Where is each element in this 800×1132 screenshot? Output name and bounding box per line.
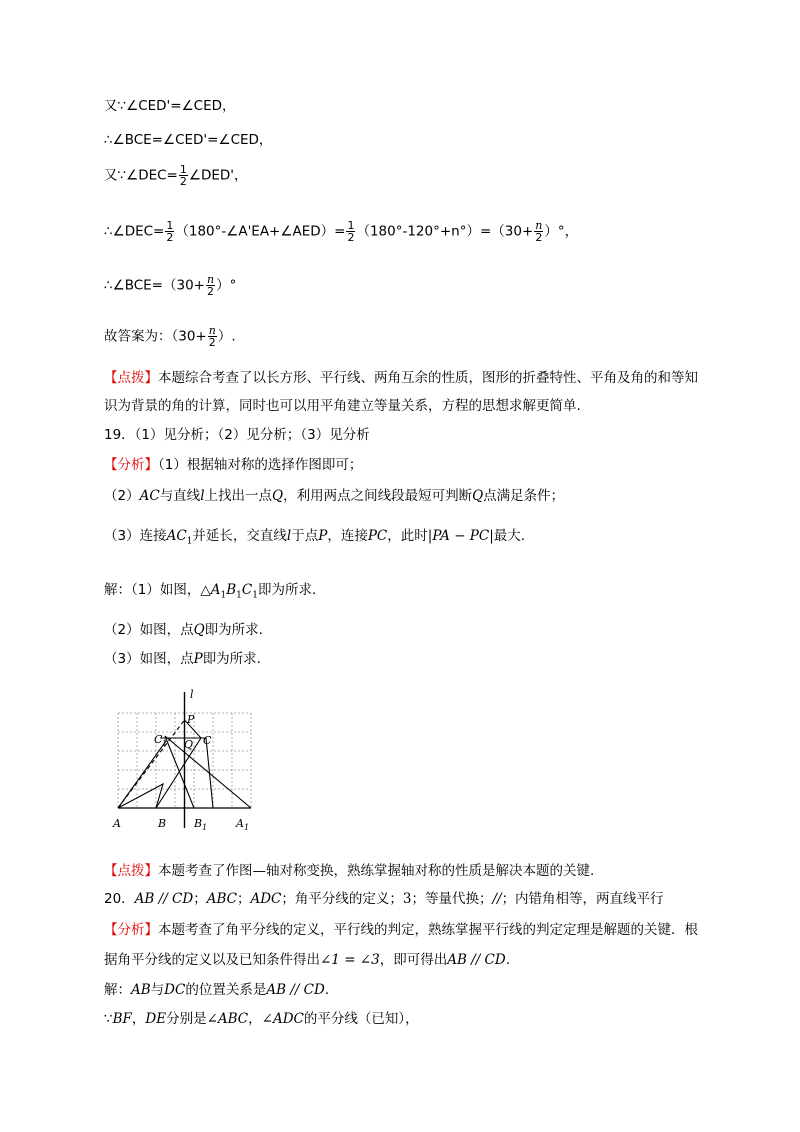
label-a1: A [236, 817, 244, 830]
question-20-answer: 20．AB // CD；ABC；ADC；角平分线的定义；3；等量代换；//；内错角相等，两直线平行 [104, 891, 664, 907]
analysis-19-line-2: （2）AC与直线l上找出一点Q，利用两点之间线段最短可判断Q点满足条件； [104, 488, 565, 504]
tip-label: 【点拨】 [104, 370, 158, 386]
label-c1: C [154, 733, 163, 746]
solution-20-line-1: 解：AB与DC的位置关系是AB // CD. [104, 982, 330, 998]
solution-20-line-2: ∵BF，DE分别是∠ABC，∠ADC的平分线（已知）， [104, 1011, 419, 1027]
fraction: $\frac{1}{2}$ [166, 219, 174, 244]
dashed-extension [118, 720, 185, 808]
analysis-19-line-3: （3）连接$AC_1$并延长，交直线l于点P，连接PC，此时|PA − PC|最大. [104, 528, 526, 547]
label-b1: B [194, 817, 203, 830]
tip-18-line-1: 【点拨】本题综合考查了以长方形、平行线、两角互余的性质，图形的折叠特性、平角及角的和等知 [104, 370, 698, 386]
fraction: $\frac{n}{2}$ [206, 273, 215, 298]
solution-19-line-3: （3）如图，点P即为所求. [104, 651, 261, 667]
label-p: P [187, 713, 195, 726]
fraction: $\frac{1}{2}$ [347, 219, 355, 244]
line-angle-ced: 又∵∠CED'=∠CED， [104, 98, 236, 114]
fraction: $\frac{n}{2}$ [208, 324, 216, 349]
analysis-label: 【分析】 [104, 457, 158, 473]
analysis-20-line-1: 【分析】本题考查了角平分线的定义，平行线的判定，熟练掌握平行线的判定定理是解题的关键．根 [104, 922, 698, 938]
line-dec-calc: ∴∠DEC= $\frac{1}{2}$ （180°-∠A'EA+∠AED）= $\frac{1}{2}$ （180°-120°+n°）=（30+ $\frac{n}{2}$ ）°， [104, 219, 579, 244]
label-b: B [158, 817, 167, 830]
tip-label: 【点拨】 [104, 863, 158, 879]
label-l: l [190, 688, 194, 701]
solution-19-line-2: （2）如图，点Q即为所求. [104, 622, 263, 638]
line-answer: 故答案为：（30+ $\frac{n}{2}$ ）. [104, 324, 236, 349]
geometry-figure [108, 686, 268, 834]
analysis-19-line-1: 【分析】（1）根据轴对称的选择作图即可； [104, 457, 363, 473]
fraction: $\frac{1}{2}$ [179, 163, 187, 188]
label-a: A [113, 817, 121, 830]
line-dec-half: 又∵∠DEC= $\frac{1}{2}$ ∠DED'， [104, 163, 248, 188]
analysis-20-line-2: 据角平分线的定义以及已知条件得出∠1 = ∠3，即可得出AB // CD. [104, 952, 511, 968]
line-bce-result: ∴∠BCE=（30+ $\frac{n}{2}$ ）° [104, 273, 237, 298]
label-q: Q [184, 738, 194, 751]
label-a1-sub: 1 [244, 823, 250, 832]
tip-19: 【点拨】本题考查了作图—轴对称变换，熟练掌握轴对称的性质是解决本题的关键. [104, 863, 595, 879]
question-19-answer: 19．（1）见分析；（2）见分析；（3）见分析 [104, 427, 370, 443]
tip-18-line-2: 识为背景的角的计算，同时也可以用平角建立等量关系，方程的思想求解更简单. [104, 398, 581, 414]
solution-19-line-1: 解：（1）如图，$\triangle A_1B_1C_1$即为所求. [104, 582, 317, 601]
analysis-label: 【分析】 [104, 922, 158, 938]
line-angle-bce: ∴∠BCE=∠CED'=∠CED， [104, 132, 273, 148]
label-c: C [203, 734, 212, 747]
label-b1-sub: 1 [202, 823, 208, 832]
fraction: $\frac{n}{2}$ [535, 219, 543, 244]
label-c1-sub: 1 [162, 739, 168, 748]
